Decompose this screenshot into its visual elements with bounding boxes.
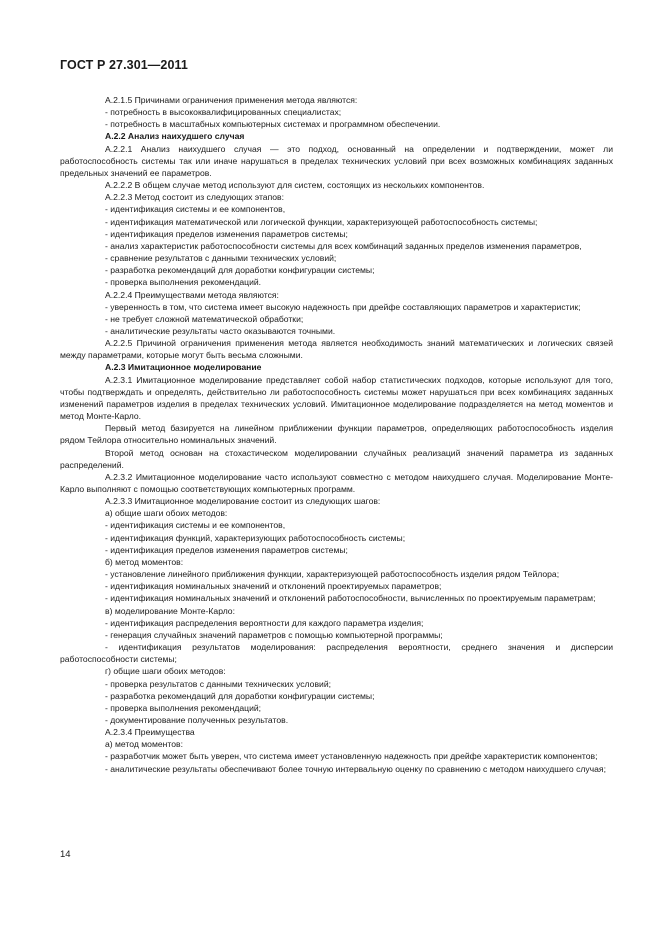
clause-a2-2-1: А.2.2.1 Анализ наихудшего случая — это подход, основанный на определении и подтверждении, может ли работоспособность системы так или иначе нарушаться в пределах технических условий при всех возможных комбинациях заданных предельных значений ее параметров. (60, 143, 613, 178)
list-item: - идентификация пределов изменения параметров системы; (105, 544, 348, 555)
list-item: - идентификация математической или логической функции, характеризующей работоспособность системы; (105, 216, 538, 227)
section-heading-a2-3: А.2.3 Имитационное моделирование (105, 362, 262, 373)
list-item: - аналитические результаты обеспечивают более точную интервальную оценку по сравнению с методом наихудшего случая; (105, 763, 606, 774)
list-item: - разработка рекомендаций для доработки конфигурации системы; (105, 690, 375, 701)
list-item: - проверка выполнения рекомендаций; (105, 702, 262, 713)
clause-a2-2-3: А.2.2.3 Метод состоит из следующих этапов: (105, 192, 284, 203)
clause-a2-1-5: А.2.1.5 Причинами ограничения применения метода являются: (105, 95, 358, 105)
list-item: - анализ характеристик работоспособности системы для всех комбинаций заданных пределов изменения параметров, (105, 240, 582, 251)
clause-a2-2-5: А.2.2.5 Причиной ограничения применения метода является необходимость знаний математических и логических связей между параметрами, которые могут быть весьма сложными. (60, 338, 613, 361)
document-code-header: ГОСТ Р 27.301—2011 (60, 58, 188, 72)
sub-list-heading: б) метод моментов: (105, 556, 184, 567)
list-item: - сравнение результатов с данными технических условий; (105, 253, 337, 264)
document-body (60, 94, 613, 775)
list-item: - идентификация распределения вероятности для каждого параметра изделия; (105, 617, 424, 628)
list-item: - проверка выполнения рекомендаций. (105, 277, 262, 288)
list-item: - генерация случайных значений параметров с помощью компьютерной программы; (105, 629, 443, 640)
list-item: - проверка результатов с данными технических условий; (105, 678, 332, 689)
list-item: - документирование полученных результатов. (105, 714, 289, 725)
list-item: - разработка рекомендаций для доработки конфигурации системы; (105, 265, 375, 276)
page-number: 14 (60, 849, 71, 860)
list-item: - аналитические результаты часто оказываются точными. (105, 325, 336, 336)
list-item: - идентификация системы и ее компонентов, (105, 520, 286, 531)
sub-list-heading: а) общие шаги обоих методов: (105, 508, 228, 519)
clause-a2-2-2: А.2.2.2 В общем случае метод используют для систем, состоящих из нескольких компонентов. (105, 180, 485, 191)
clause-a2-3-4: А.2.3.4 Преимущества (105, 727, 195, 738)
paragraph: Второй метод основан на стохастическом моделировании случайных реализаций значений параметра из заданных распределений. (60, 447, 613, 470)
clause-a2-2-4: А.2.2.4 Преимуществами метода являются: (105, 289, 279, 300)
list-item: - идентификация результатов моделирования: распределения вероятности, среднего значения и дисперсии работоспособности системы; (60, 642, 613, 665)
paragraph: Первый метод базируется на линейном приближении функции параметров, определяющих работоспособность изделия рядом Тейлора относительно номинальных значений. (60, 423, 613, 446)
list-item: - разработчик может быть уверен, что система имеет установленную надежность при дрейфе характеристик компонентов; (105, 751, 598, 762)
sub-list-heading: г) общие шаги обоих методов: (105, 666, 226, 677)
list-item: - идентификация системы и ее компонентов, (105, 204, 286, 215)
sub-list-heading: а) метод моментов: (105, 739, 183, 750)
sub-list-heading: в) моделирование Монте-Карло: (105, 605, 235, 616)
list-item: - потребность в высококвалифицированных специалистах; (105, 107, 342, 118)
list-item: - не требует сложной математической обработки; (105, 313, 304, 324)
list-item: - идентификация номинальных значений и отклонений проектируемых параметров; (105, 581, 442, 592)
list-item: - идентификация номинальных значений и отклонений работоспособности, вычисленных по проектируемым параметрам; (105, 593, 596, 604)
list-item: - идентификация функций, характеризующих работоспособность системы; (105, 532, 406, 543)
list-item: - уверенность в том, что система имеет высокую надежность при дрейфе составляющих параметров и характеристик; (105, 301, 581, 312)
list-item: - установление линейного приближения функции, характеризующей работоспособность изделия рядом Тейлора; (105, 569, 560, 580)
list-item: - потребность в масштабных компьютерных системах и программном обеспечении. (105, 119, 441, 130)
clause-a2-3-3: А.2.3.3 Имитационное моделирование состоит из следующих шагов: (105, 496, 381, 507)
section-heading-a2-2: А.2.2 Анализ наихудшего случая (105, 131, 245, 142)
list-item: - идентификация пределов изменения параметров системы; (105, 228, 348, 239)
clause-a2-3-2: А.2.3.2 Имитационное моделирование часто используют совместно с методом наихудшего случая. Моделирование Монте-Карло выполняют с помощью соответствующих компьютерных программ. (60, 471, 613, 494)
clause-a2-3-1: А.2.3.1 Имитационное моделирование представляет собой набор статистических подходов, которые используют для того, чтобы подтверждать и определять, действительно ли работоспособность системы может нарушаться при всех комбинациях заданных изменений параметров изделия в пределах технических условий. Имитационное моделирование подразделяется на метод моментов и метод Монте-Карло. (60, 374, 613, 422)
